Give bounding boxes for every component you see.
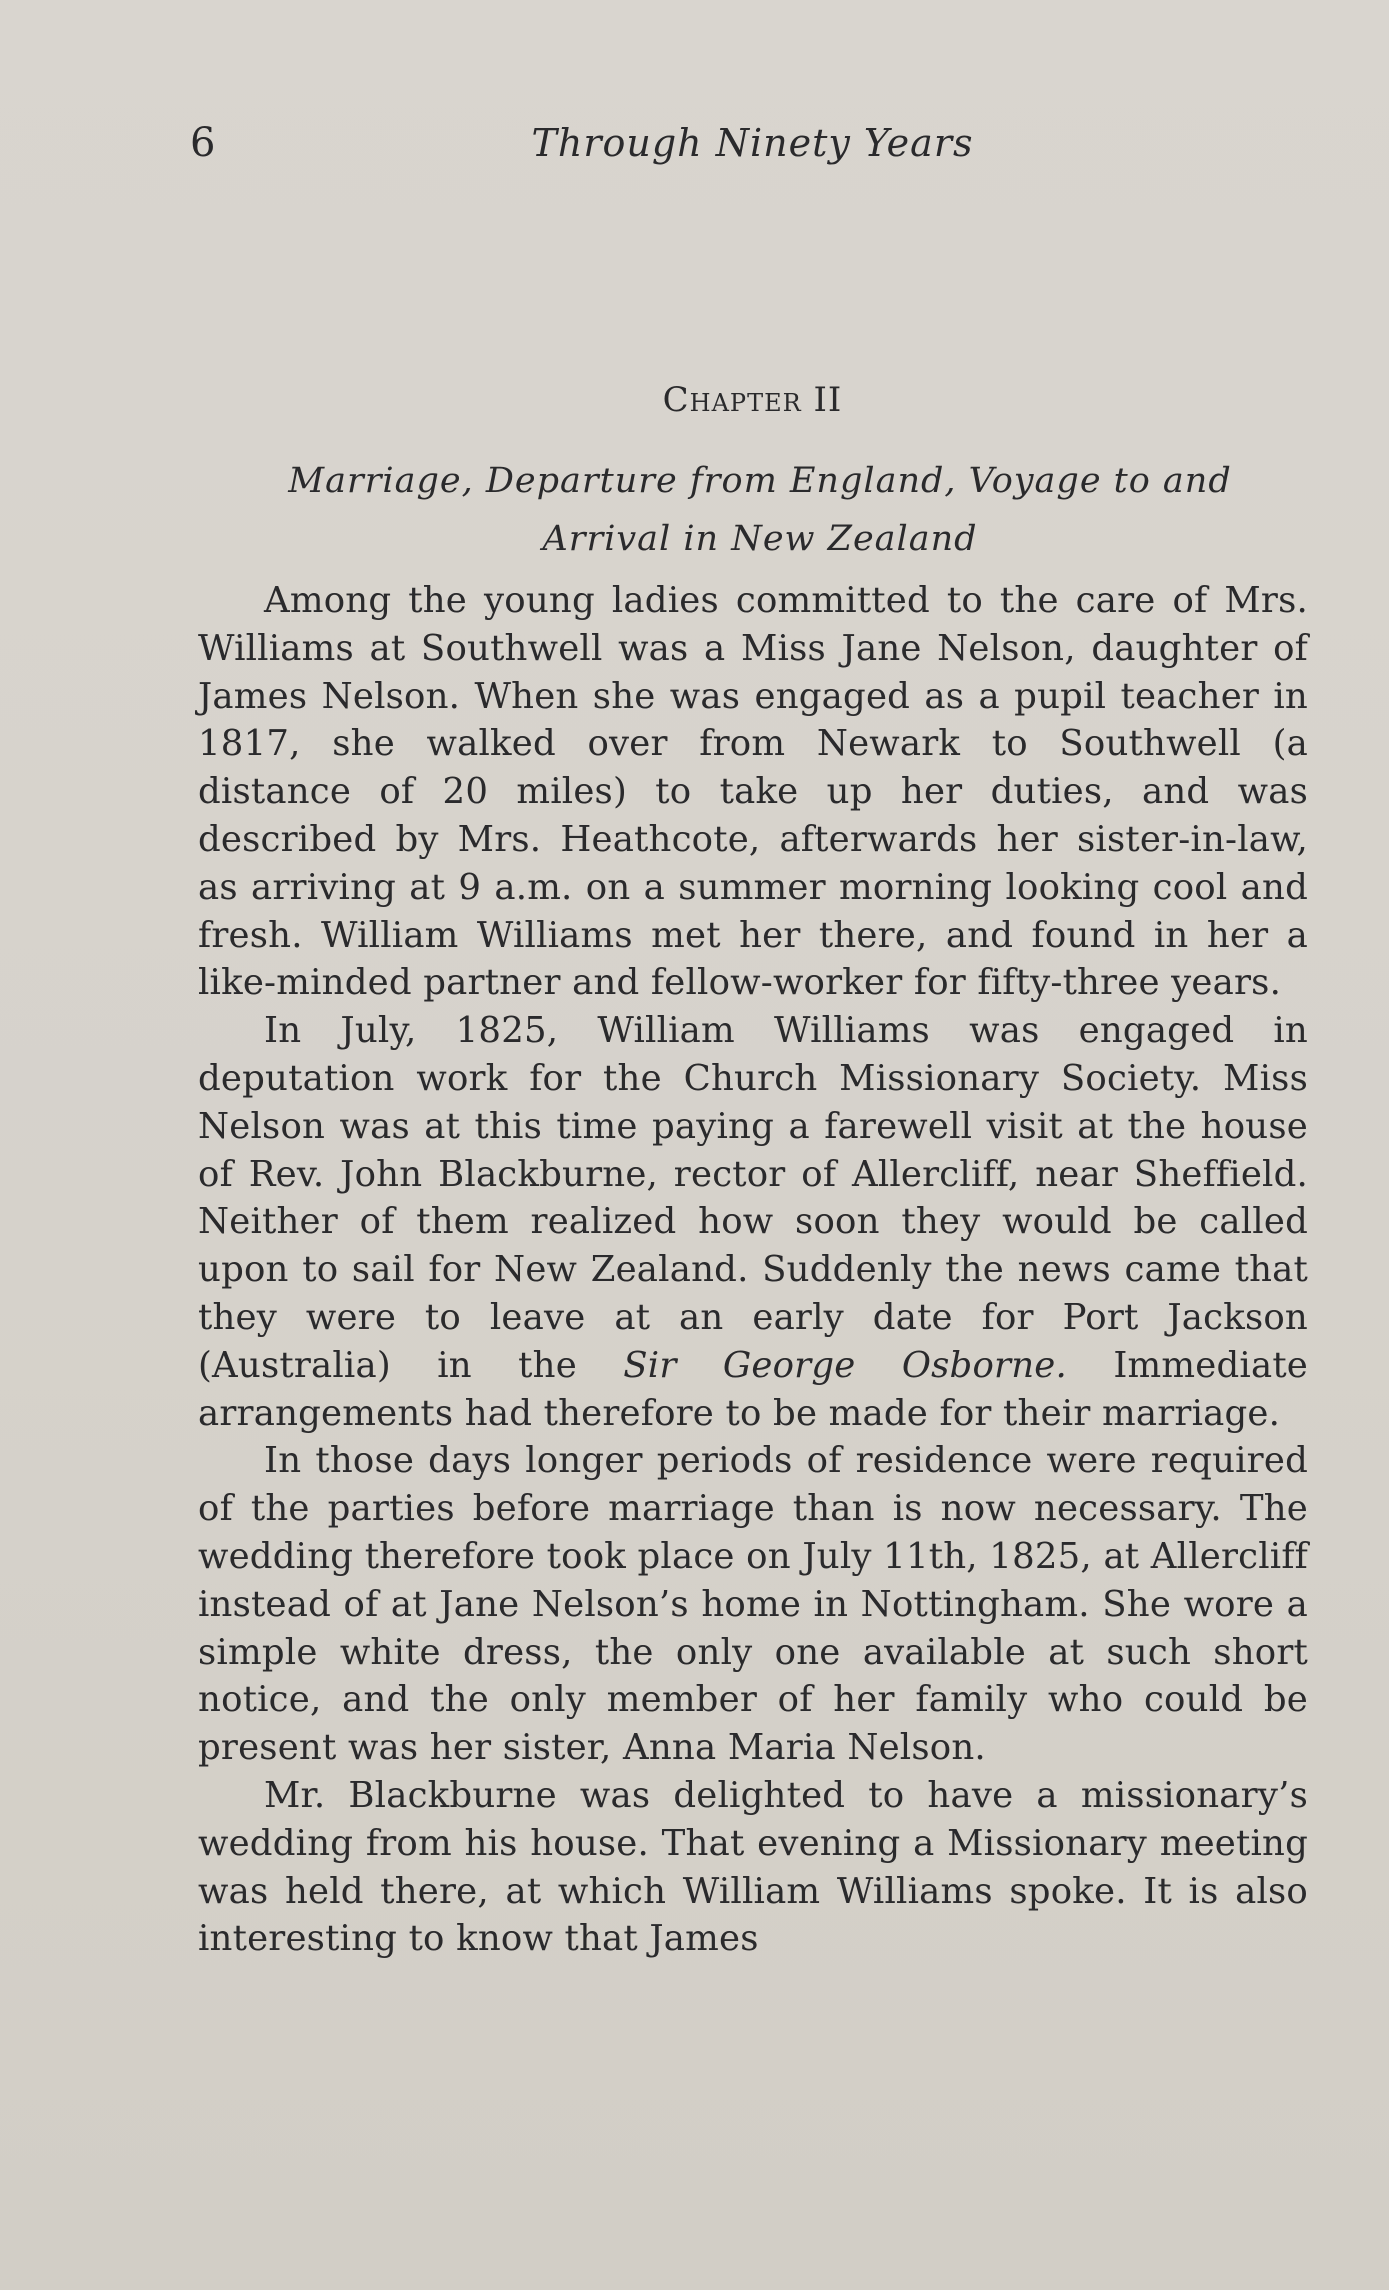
paragraph-2-text-before: In July, 1825, William Williams was engaged in deputation work for the Church Missionary Society. Miss Nelson was at this time paying a farewell visit at the house of Rev. John Blackburne, rector of Allercliff, near Sheffield. Neither of them realized how soon they would be called upon to sail for New Zealand. Suddenly the news came that they were to leave at an early date for Port Jackson (Australia) in the	[198, 1010, 1308, 1386]
ship-name: Sir George Osborne.	[623, 1344, 1067, 1386]
paragraph-2	[198, 1007, 1308, 1437]
running-title: Through Ninety Years	[531, 121, 974, 165]
page-number: 6	[190, 120, 216, 166]
paragraph-1: Among the young ladies committed to the care of Mrs. Williams at Southwell was a Miss Jane Nelson, daughter of James Nelson. When she was engaged as a pupil teacher in 1817, she walked over from Newark to Southwell (a distance of 20 miles) to take up her duties, and was described by Mrs. Heathcote, afterwards her sister-in-law, as arriving at 9 a.m. on a summer morning looking cool and fresh. William Williams met her there, and found in her a like-minded partner and fellow-worker for fifty-three years.	[198, 580, 1308, 1004]
paragraph-2-text-after: Immediate arrangements had therefore to be made for their marriage.	[198, 1344, 1308, 1434]
running-head	[190, 118, 1315, 168]
paragraph-3: In those days longer periods of residence were required of the parties before marriage than is now necessary. The wedding therefore took place on July 11th, 1825, at Allercliff instead of at Jane Nelson’s home in Nottingham. She wore a simple white dress, the only one available at such short notice, and the only member of her family who could be present was her sister, Anna Maria Nelson.	[198, 1440, 1308, 1769]
chapter-subtitle-line-2: Arrival in New Zealand	[542, 519, 978, 559]
body-text	[198, 577, 1308, 1963]
chapter-heading: Chapter II	[662, 380, 843, 420]
chapter-subtitle-line-1: Marriage, Departure from England, Voyage to and	[288, 461, 1232, 501]
chapter-subtitle	[200, 452, 1320, 568]
paragraph-4: Mr. Blackburne was delighted to have a missionary’s wedding from his house. That evening a Missionary meeting was held there, at which William Williams spoke. It is also interesting to know that James	[198, 1774, 1308, 1960]
